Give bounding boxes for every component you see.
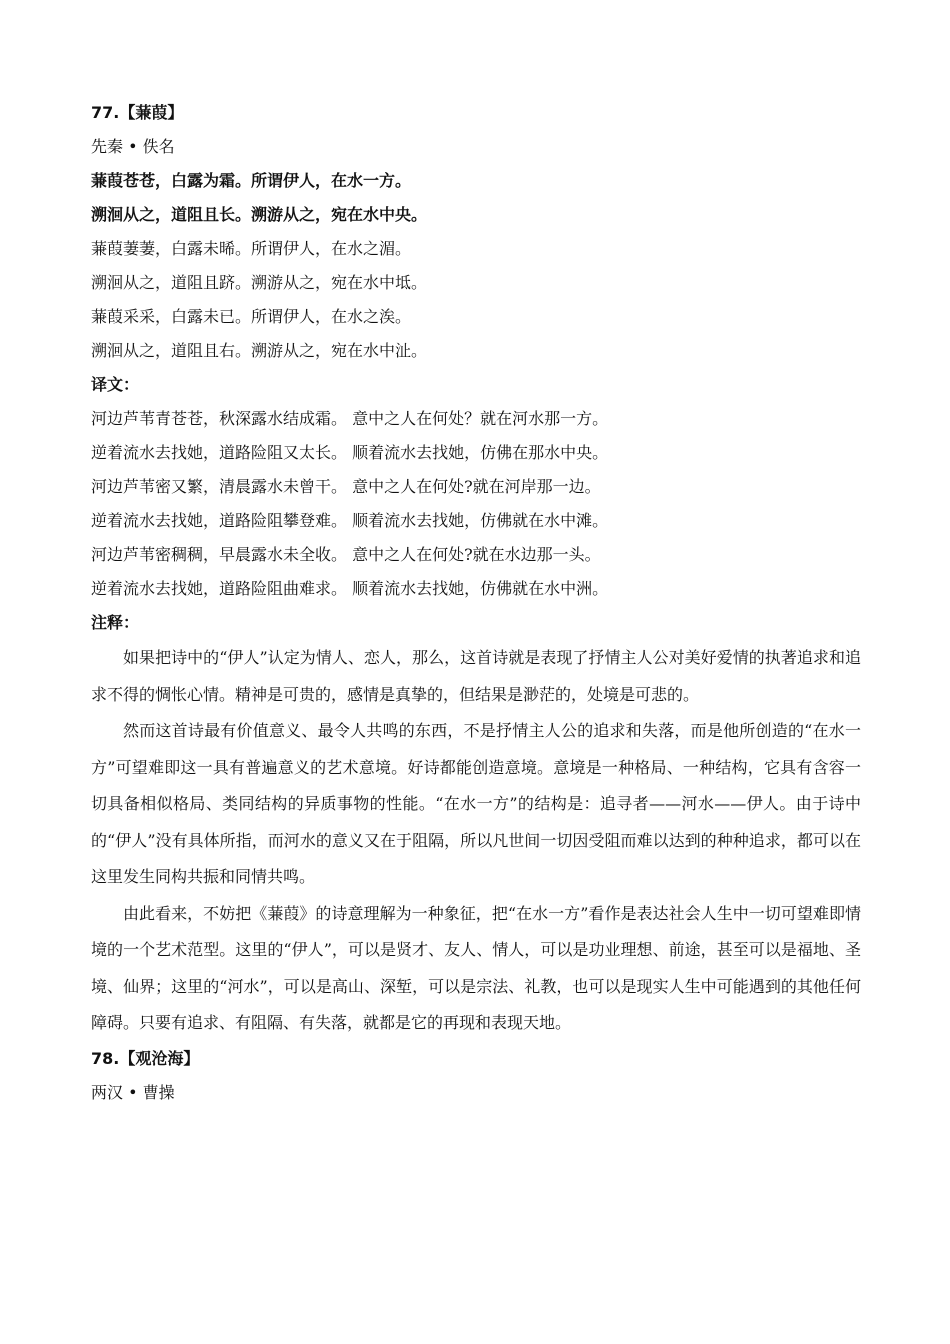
translation-line-5: 河边芦苇密稠稠，早晨露水未全收。 意中之人在何处?就在水边那一头。	[91, 545, 601, 564]
poem-78-author: 两汉 • 曹操	[91, 1082, 175, 1102]
poem-77-line-5: 蒹葭采采，白露未已。所谓伊人，在水之涘。	[91, 307, 412, 326]
notes-paragraph-1: 如果把诗中的“伊人”认定为情人、恋人，那么，这首诗就是表现了抒情主人公对美好爱情的执著追求和追求不得的惆怅心情。精神是可贵的，感情是真挚的，但结果是渺茫的，处境是可悲的。	[91, 648, 861, 704]
poem-78-title: 78.【观沧海】	[91, 1048, 200, 1068]
translation-line-3: 河边芦苇密又繁，清晨露水未曾干。 意中之人在何处?就在河岸那一边。	[91, 477, 601, 496]
poem-77-title: 77.【蒹葭】	[91, 103, 184, 122]
poem-77-line-2: 溯洄从之，道阻且长。溯游从之，宛在水中央。	[91, 205, 428, 224]
poem-77-author: 先秦 • 佚名	[91, 137, 175, 156]
document-content	[91, 96, 861, 1110]
poem-77-line-6: 溯洄从之，道阻且右。溯游从之，宛在水中沚。	[91, 341, 428, 360]
translation-label: 译文：	[91, 375, 140, 394]
translation-line-2: 逆着流水去找她，道路险阻又太长。 顺着流水去找她，仿佛在那水中央。	[91, 443, 609, 462]
translation-line-1: 河边芦苇青苍苍，秋深露水结成霜。 意中之人在何处？就在河水那一方。	[91, 409, 609, 428]
notes-paragraph-2: 然而这首诗最有价值意义、最令人共鸣的东西，不是抒情主人公的追求和失落，而是他所创造的“在水一方”可望难即这一具有普遍意义的艺术意境。好诗都能创造意境。意境是一种格局、一种结构，它具有含容一切具备相似格局、类同结构的异质事物的性能。“在水一方”的结构是：追寻者——河水——伊人。由于诗中的“伊人”没有具体所指，而河水的意义又在于阻隔，所以凡世间一切因受阻而难以达到的种种追求，都可以在这里发生同构共振和同情共鸣。	[91, 721, 861, 886]
poem-77-line-3: 蒹葭萋萋，白露未晞。所谓伊人，在水之湄。	[91, 239, 412, 258]
notes-paragraph-3: 由此看来，不妨把《蒹葭》的诗意理解为一种象征，把“在水一方”看作是表达社会人生中一切可望难即情境的一个艺术范型。这里的“伊人”，可以是贤才、友人、情人，可以是功业理想、前途，甚至可以是福地、圣境、仙界；这里的“河水”，可以是高山、深堑，可以是宗法、礼教，也可以是现实人生中可能遇到的其他任何障碍。只要有追求、有阻隔、有失落，就都是它的再现和表现天地。	[91, 903, 861, 1032]
poem-77-line-1: 蒹葭苍苍，白露为霜。所谓伊人，在水一方。	[91, 171, 412, 190]
translation-line-6: 逆着流水去找她，道路险阻曲难求。 顺着流水去找她，仿佛就在水中洲。	[91, 579, 609, 598]
translation-line-4: 逆着流水去找她，道路险阻攀登难。 顺着流水去找她，仿佛就在水中滩。	[91, 511, 609, 530]
notes-label: 注释：	[91, 613, 140, 632]
poem-77-line-4: 溯洄从之，道阻且跻。溯游从之，宛在水中坻。	[91, 273, 428, 292]
